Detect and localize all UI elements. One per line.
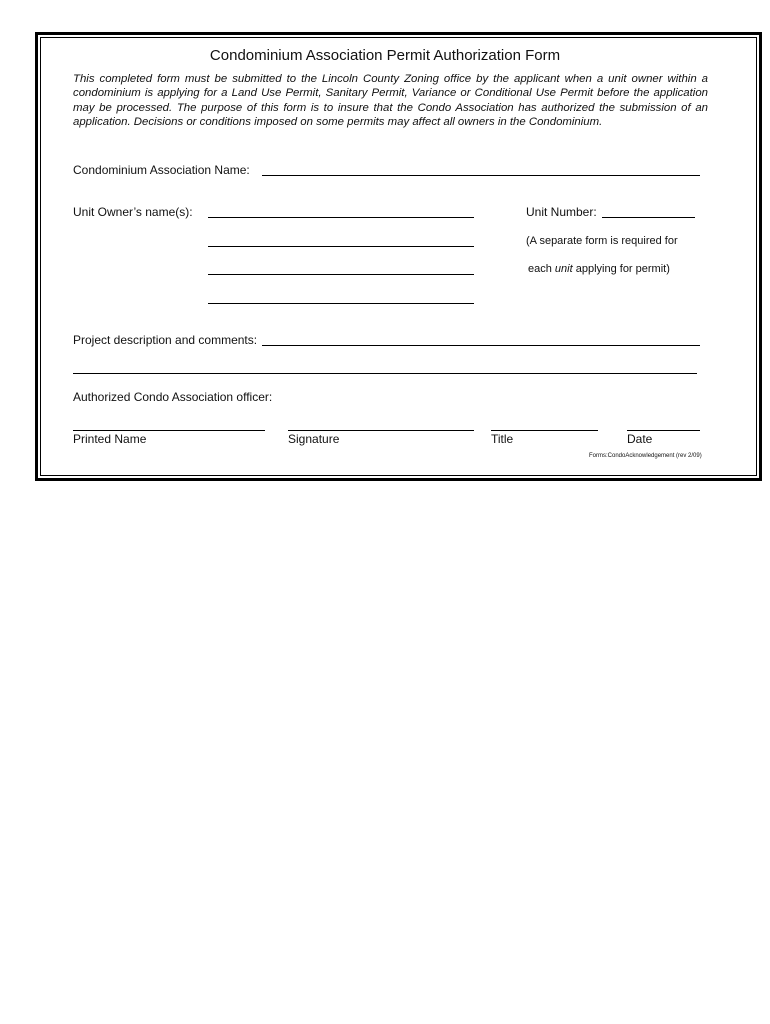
form-instructions: This completed form must be submitted to the Lincoln County Zoning office by the applicant when a unit owner within a condominium is applying for a Land Use Permit, Sanitary Permit, Variance or Conditional Use Permit before the application may be processed. The purpose of this form is to insure that the Condo Association has authorized the submission of an application. Decisions or conditions imposed on some permits may affect all owners in the Condominium. xyxy=(73,73,708,129)
unit-number-label: Unit Number: xyxy=(526,205,597,219)
form-revision-code: Forms:CondoAcknowledgement (rev 2/09) xyxy=(589,453,702,459)
printed-name-label: Printed Name xyxy=(73,432,147,446)
project-description-field[interactable] xyxy=(262,345,700,346)
form-title: Condominium Association Permit Authorization Form xyxy=(209,47,561,64)
association-name-label: Condominium Association Name: xyxy=(73,163,250,177)
signature-label: Signature xyxy=(288,432,340,446)
separate-form-note-continued: each unit applying for permit) xyxy=(528,263,670,275)
unit-owner-field-2[interactable] xyxy=(208,246,474,247)
unit-owners-label: Unit Owner’s name(s): xyxy=(73,205,193,219)
association-name-field[interactable] xyxy=(262,175,700,176)
title-field[interactable] xyxy=(491,430,598,431)
separate-form-note: (A separate form is required for xyxy=(526,235,678,247)
title-label: Title xyxy=(491,432,514,446)
project-description-label: Project description and comments: xyxy=(73,333,258,347)
officer-label: Authorized Condo Association officer: xyxy=(73,390,273,404)
date-label: Date xyxy=(627,432,653,446)
unit-owner-field-4[interactable] xyxy=(208,303,474,304)
unit-owner-field-3[interactable] xyxy=(208,274,474,275)
signature-field[interactable] xyxy=(288,430,474,431)
printed-name-field[interactable] xyxy=(73,430,265,431)
date-field[interactable] xyxy=(627,430,700,431)
project-description-field-line-2[interactable] xyxy=(73,373,697,374)
unit-owner-field-1[interactable] xyxy=(208,217,474,218)
unit-number-field[interactable] xyxy=(602,217,695,218)
